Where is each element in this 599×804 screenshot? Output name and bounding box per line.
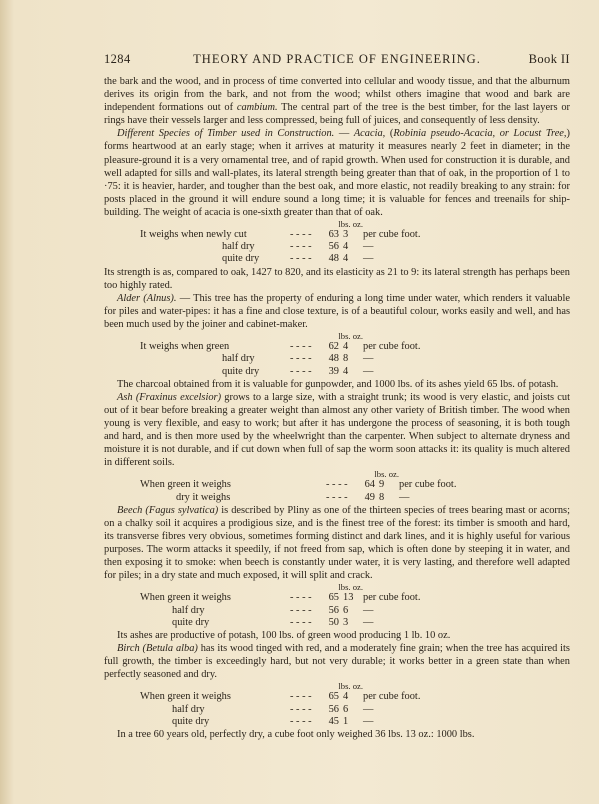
- weight-row: half dry - - - - 56 4 —: [222, 241, 374, 253]
- weight-table-birch: [140, 681, 453, 728]
- weight-row: It weighs when green - - - - 62 4 per cube foot.: [140, 341, 421, 353]
- running-header: [104, 52, 570, 68]
- species-name: Birch (Betula alba): [117, 643, 198, 655]
- units-header: lbs. oz.: [338, 331, 363, 342]
- weight-row: It weighs when newly cut - - - - 63 3 per cube foot.: [140, 229, 421, 241]
- weight-row: half dry - - - - 48 8 —: [222, 353, 374, 365]
- weight-row: quite dry - - - - 48 4 —: [222, 253, 374, 265]
- species-name: Ash (Fraxinus excelsior): [117, 391, 222, 403]
- weight-row: half dry - - - - 56 6 —: [172, 604, 374, 616]
- running-title: THEORY AND PRACTICE OF ENGINEERING.: [193, 52, 481, 66]
- paragraph-birch: Birch (Betula alba) has its wood tinged with red, and a moderately fine grain; when the tree has acquired its full growth, the timber is exceedingly hard, but not very durable; it works better in a green state than when perfectly seasoned and dry.: [104, 643, 570, 681]
- species-name: Alder (Alnus).: [117, 292, 177, 304]
- weight-table-acacia: [140, 219, 453, 266]
- book-label: Book II: [528, 52, 570, 66]
- paragraph-alder: Alder (Alnus). — This tree has the property of enduring a long time under water, which renders it valuable for piles and water-pipes: it has a fine and close texture, is of a beautiful colour, works easily and well, and has been much used by the joiner and cabinet-maker.: [104, 292, 570, 331]
- paragraph-beech-ashes: Its ashes are productive of potash, 100 lbs. of green wood producing 1 lb. 10 oz.: [117, 629, 451, 641]
- paragraph-acacia: Different Species of Timber used in Construction. — Acacia, (Robinia pseudo-Acacia, or Locust Tree,) forms heartwood at an early stage; when it arrives at maturity it measures nearly 2 feet in diameter; in the pleasure-ground it is a very ornamental tree, and of rapid growth. When used for construction it is durable, and well adapted for sills and wall-plates, its lateral strength being greater than that of oak, in the proportion of 1 to ·75: it is heavier, harder, and tougher than the best oak, and more elastic, not readily breaking to any strain: for posts placed in the ground it will endure sound a long time; it is valuable for fences and treenails for ship-building. The weight of acacia is one-sixth greater than that of oak.: [104, 128, 570, 218]
- weight-table-ash: [140, 469, 489, 503]
- section-heading: Different Species of Timber used in Construction.: [117, 128, 335, 140]
- weight-table-beech: [140, 582, 453, 629]
- weight-row: quite dry - - - - 39 4 —: [222, 365, 374, 377]
- paragraph-beech: Beech (Fagus sylvatica) is described by Pliny as one of the thirteen species of trees bearing mast or acorns; on a chalky soil it acquires a prodigious size, and is the finest tree of the forest: its timber is smooth and hard, its transverse fibres very obvious, sometimes forming distinct and dark lines, and it is highly useful for various purposes. The worm attacks it speedily, if not freed from sap, which is often done by steeping it in water, and then exposing it to smoke: when beech is constantly under water, it is very lasting, and therefore well adapted for piles; in a dry state and much exposed, it will split and crack.: [104, 504, 570, 582]
- weight-row: dry it weighs - - - - 49 8 —: [176, 491, 410, 503]
- species-name: Beech (Fagus sylvatica): [117, 504, 219, 516]
- paragraph-ash: Ash (Fraxinus excelsior) grows to a large size, with a straight trunk; its wood is very elastic, and joists cut out of it bear before breaking a greater weight than almost any other variety of British timber. The wood when young is very flexible, and easy to work; but after it has undergone the process of seasoning, it is both tough and hard, and is then more used by the wheelwright than the carpenter. When subject to alternate dryness and moisture it is not durable, and if cut down when full of sap the worm soon attacks it: its quality is much altered in different soils.: [104, 391, 570, 469]
- weight-row: When green it weighs - - - - 65 13 per cube foot.: [140, 592, 421, 604]
- units-header: lbs. oz.: [374, 469, 399, 480]
- paragraph-acacia-strength: Its strength is as, compared to oak, 1427 to 820, and its elasticity as 21 to 9: its lateral strength has perhaps been too highly rated.: [104, 266, 570, 291]
- weight-row: quite dry - - - - 50 3 —: [172, 616, 374, 628]
- weight-row: quite dry - - - - 45 1 —: [172, 715, 374, 727]
- weight-row: When green it weighs - - - - 65 4 per cube foot.: [140, 691, 421, 703]
- paragraph-cambium: the bark and the wood, and in process of time converted into cellular and woody tissue, and that the alburnum derives its origin from the bark, and not from the wood; whilst others imagine that wood and bark are independent formations out of cambium. The central part of the tree is the best timber, for the last layers or rings have their vessels larger and less compressed, being full of juices, and consequently of less density.: [104, 76, 570, 127]
- units-header: lbs. oz.: [338, 681, 363, 692]
- page-body: [104, 75, 570, 741]
- units-header: lbs. oz.: [338, 582, 363, 593]
- weight-row: When green it weighs - - - - 64 9 per cube foot.: [140, 479, 457, 491]
- paragraph-alder-charcoal: The charcoal obtained from it is valuable for gunpowder, and 1000 lbs. of its ashes yield 65 lbs. of potash.: [117, 378, 559, 390]
- weight-row: half dry - - - - 56 6 —: [172, 703, 374, 715]
- page-number: 1284: [104, 52, 131, 66]
- units-header: lbs. oz.: [338, 219, 363, 230]
- paragraph-birch-dry: In a tree 60 years old, perfectly dry, a cube foot only weighed 36 lbs. 13 oz.: 1000 lbs.: [117, 728, 475, 740]
- weight-table-alder: [140, 331, 453, 378]
